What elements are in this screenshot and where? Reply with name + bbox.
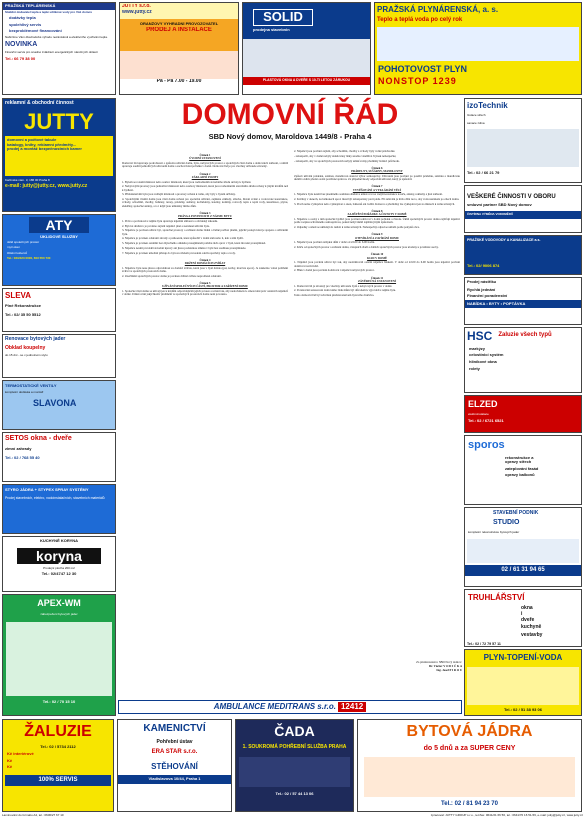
ad-line: ATY <box>29 217 89 233</box>
article-paragraph: 1. Společné části domu se užívají jen k účelům odpovídajícím jejich povaze a určení tak, aby nedocházelo k omezování práv ostatních nájemců v domě. Umisťování jakýchkoliv předmětů ve společných prostorách domu není povoleno. <box>122 289 288 297</box>
article-title: UŽÍVÁNÍ SPOLEČNÝCH ČÁSTÍ, PROSTOR A ZAŘÍZENÍ DOMU <box>162 284 248 289</box>
article-number: Článek 8 <box>371 209 383 213</box>
ad-line: PLYN-TOPENÍ-VODA <box>483 653 563 662</box>
ad-line: Tel.: 02 / 66 21 79 <box>467 170 500 176</box>
article-number: Článek 11 <box>370 275 384 280</box>
ad-line: do 15 dní - se v jednotném stylu <box>5 352 48 357</box>
ad-pvk[interactable] <box>464 235 582 275</box>
ad-line: Tel.: 02 / 81 94 23 70 <box>441 801 498 808</box>
article-title: KLID V DOMĚ <box>367 255 387 260</box>
article-paragraph: 5. Nájemce je povinen oznámit bez zbytečného odkladu pronajímateli potřebu těch oprav v bytě, které má nést pronajímatel. <box>122 241 266 245</box>
ad-solid[interactable] <box>242 2 371 95</box>
footer <box>2 814 583 822</box>
ad-line: zabezpečení bytových jader <box>40 612 78 617</box>
page-title: DOMOVNÍ ŘÁD <box>181 98 399 131</box>
article-paragraph: - zabezpečit, aby ve společných prostorách nebyly umisťovány předměty bránící průchodu. <box>294 158 400 163</box>
ad-line: JUTTY <box>24 108 94 134</box>
ad-line: markýzy <box>469 345 486 351</box>
ad-styro[interactable] <box>2 484 116 534</box>
ad-line: 02 / 61 31 94 65 <box>465 565 581 576</box>
ad-line: e-mail: jutty@jutty.cz, www.jutty.cz <box>5 183 88 190</box>
article-title: ZÁKLADNÍ POJMY <box>191 174 219 179</box>
article-title: DRŽENÍ DOMÁCÍCH ZVÍŘAT <box>184 261 226 265</box>
article-number: Článek 7 <box>371 184 383 189</box>
ad-line: koryna <box>17 548 101 564</box>
article-paragraph: 1. Nájemce a osoby s ním společně bydlící jsou povinni udržovat v domě pořádek a čistotu. Úklid společných prostor domu zajišťují nájemci podle rozpisu schváleného samosprávou, pokud nebyl úklid zajištěn jiným způsobem. <box>294 217 460 225</box>
ad-line: PLASTOVÁ OKNA A DVEŘE S 10-TI LETOU ZÁRUKOU <box>243 77 370 85</box>
ad-line: domovní a počtové tabule <box>7 138 57 143</box>
ad-line: Plné Rekonstrukce <box>5 303 42 309</box>
article-title: ÚVODNÍ USTANOVENÍ <box>189 156 221 161</box>
ad-line: Kč <box>7 757 13 763</box>
ad-plyn-topeni[interactable] <box>464 649 582 716</box>
ad-line: STĚHOVÁNÍ <box>151 762 198 772</box>
article-paragraph: 2. Odpadky a smetí se ukládají do nádob k tomu určených. Nebezpečný odpad se ukládá podle pokynů obce. <box>294 225 420 229</box>
ad-jutty[interactable] <box>2 98 116 212</box>
ad-line: celostínicí systém <box>469 352 504 358</box>
ad-line: Karlínské nám. 3, 186 00 Praha 8 <box>5 178 50 183</box>
ad-truhlarstvi[interactable] <box>464 589 582 647</box>
ad-line: ERA STAR s.r.o. <box>151 749 198 756</box>
article-number: Článek 4 <box>199 257 211 262</box>
ad-line: STUDIO <box>493 518 520 526</box>
article-title: OTEVÍRÁNÍ A ZAVÍRÁNÍ DOMU <box>354 235 400 240</box>
ad-termostaticke[interactable] <box>2 380 116 430</box>
article-number: Článek 5 <box>199 281 211 285</box>
ad-line: Tel.: 02/2423 0000, 603 550 730 <box>7 256 51 260</box>
ad-line: ŽALUZIE <box>24 723 92 740</box>
article-paragraph: 2. Porušování ustanovení domovního řádu může být důvodem k výpovědi z nájmu bytu. <box>294 288 396 293</box>
article-number: Článek 1 <box>199 153 211 157</box>
article-paragraph: 6. Nájemce nesmí provádět stavební úpravy ani jinou podstatnou změnu v bytě bez souhlasu pronajímatele. <box>122 245 247 250</box>
ad-line: Tel.: 02 / 70 15 10 <box>42 698 76 704</box>
article-paragraph: 3. Prach nelze vytřepávat nebo vyklepávat z oken, balkonů ani lodžií. Koberce a předložky lze vyklepávat jen na místech k tomu určených. <box>294 201 455 206</box>
ad-line: Tel.: 66 79 38 00 <box>5 55 36 61</box>
page-subtitle: SBD Nový domov, Maroldova 1449/8 - Praha 4 <box>208 132 372 141</box>
ad-line: prodej a montáž bezpečnostních kamer <box>7 147 82 152</box>
article-paragraph: 1. Nájemci jsou povinni užívat byt tak, aby neobtěžovali ostatní nájemce hlukem. V době od 22.00 do 6.00 hodin jsou nájemci povinni dodržovat noční klid. <box>294 260 460 268</box>
article-paragraph: 2. Nebytovými prostory jsou jednotlivé místnosti nebo soubory místností, které jsou rozhodnutím stavebního úřadu určeny k jiným účelům než k bydlení. <box>122 184 288 192</box>
ad-line: hliníkové okna <box>469 358 497 364</box>
ad-line: PRAŽSKÁ PLYNÁRENSKÁ, a. s. <box>377 5 499 14</box>
article-paragraph: Domovní řád upravuje podrobnosti o způsobu užívání domu, bytu, nebytových prostor a společných částí domu a domovních zařízení, s nimiž upravuje soužití jednotlivých uživatelů domu a zachovávání pořádku v domě. Domovní řád je pro všechny uživatele závazný. <box>122 161 288 169</box>
ad-line: APEX-WM <box>37 598 81 608</box>
footer-left: Laminování do formátu A4, tel.: 0606/27 67 10 <box>2 813 64 817</box>
article-title: ZAJIŠTĚNÍ POŘÁDKU A ČISTOTY V DOMĚ <box>347 212 407 217</box>
article-title: ZÁVĚREČNÁ USTANOVENÍ <box>357 278 397 283</box>
ad-line: Teplo a teplá voda po celý rok <box>377 17 463 24</box>
article-paragraph: 1. Práva a povinnosti z nájmu bytu upravuje nájemní smlouva a občanský zákoník. <box>122 218 218 223</box>
ad-line: KUCHYNĚ KORYNA <box>39 538 79 543</box>
article-paragraph: 2. Květiny v oknech, na balkonech apod. musí být zabezpečeny proti pádu. Při zalévání je třeba dbát na to, aby voda nestékala po zdech domu. <box>294 197 460 201</box>
ad-line: kuchyně <box>521 624 542 631</box>
ad-sleva[interactable] <box>2 288 116 332</box>
article-paragraph: 7. Nájemce je povinen umožnit přístup do bytu za účelem provedení odečtu spotřeby tepla a vody. <box>122 250 236 255</box>
article-number: Článek 3 <box>199 210 211 215</box>
ad-line: 1. SOUKROMÁ POHŘEBNÍ SLUŽBA PRAHA <box>242 744 347 751</box>
ad-line: Obklad koupelny <box>5 344 46 351</box>
article-paragraph: 2. Bytové družstvo je povinno zajistit nájemci plné a nerušené užívání bytu. <box>122 223 210 228</box>
ad-renovace[interactable] <box>2 334 116 378</box>
ambulance-banner[interactable] <box>118 700 462 714</box>
ad-line: Tel.: 02 / 768 55 40 <box>5 454 40 460</box>
article-paragraph: 2. Klíče od společných prostor a zařízení domu, vstupních dveří a dalších společných prostor jsou uloženy u pověřené osoby. <box>294 245 439 249</box>
body-column-left <box>122 150 288 710</box>
signature-line: Za představenstvo SBD Nový domov: <box>416 660 462 664</box>
ad-line: kompletní dodávka a montáž <box>5 389 44 394</box>
ad-line: dodávky tepla <box>9 15 36 21</box>
ad-elzed[interactable] <box>464 395 582 433</box>
ad-line: Nabízíme Vám dlouhodobé výhodu nezávislosti a efektivního využívání tepla. <box>5 34 108 39</box>
ad-line: Finanční servis pro snadné zvládnutí energetických náročných oblastí <box>5 50 98 55</box>
ad-nabidka[interactable] <box>464 277 582 325</box>
ad-line: bezproblémové financování <box>9 28 62 34</box>
ad-line: STAVEBNÍ PODNIK <box>493 510 539 516</box>
ad-line: PRODEJ A INSTALACE <box>146 26 212 33</box>
ad-sporos[interactable] <box>464 435 582 505</box>
ad-line: PRAŽSKÁ TEPLÁRENSKÁ <box>3 3 115 10</box>
ad-line: Tel.: 02 / 57 44 13 06 <box>275 790 314 796</box>
ad-line: VEŠKERÉ ČINNOSTI V OBORU <box>467 194 556 200</box>
article-paragraph: 1. Bytem se rozumí místnost nebo soubor místností, které jsou rozhodnutím stavebního úřadu určeny k bydlení. <box>122 179 252 184</box>
ad-line: Prodejní plocha 200 m2 <box>43 565 75 570</box>
ad-line: Tel.: 02/ 35 50 5512 <box>5 311 41 317</box>
ad-line: TERMOSTATICKÉ VENTILY <box>5 383 57 388</box>
ad-zaluzie[interactable] <box>2 719 114 812</box>
ad-line: do 5 dnů a za SUPER CENY <box>423 745 516 753</box>
ad-line: Tel.: 02/ 9006 874 <box>467 263 500 269</box>
ad-line: okna i dveře <box>521 605 535 623</box>
ad-line: sporos <box>468 439 505 451</box>
ad-line: smluvní partner SBD Nový domov <box>467 201 532 207</box>
ad-line: vestavby <box>521 632 543 639</box>
ad-bytova-jadra[interactable] <box>357 719 582 812</box>
article-number: Článek 2 <box>199 171 211 176</box>
ad-line: Stabilní dodavatel tepla a teplé užitkové vody pro Váš domov <box>5 9 93 14</box>
body-column-right <box>294 150 460 656</box>
ad-line: Rychlá jednání <box>467 286 496 292</box>
ad-line: HSC <box>467 329 493 343</box>
ad-line: spolehlivý servis <box>9 21 42 27</box>
article-title: PRÁDELNY, SUŠÁRNY, MANDLOVNY <box>351 169 403 173</box>
ad-line: ČISTÍRNA VÝMĚNA VODOMĚRŮ <box>465 211 581 218</box>
ad-line: Vladislavova 10/44, Praha 1 <box>118 775 231 784</box>
article-title: VYVĚŠOVÁNÍ A VYKLÁDÁNÍ VĚCÍ <box>352 187 402 192</box>
ad-line: sanace zdiva <box>467 120 485 125</box>
ad-line: SLEVA <box>5 291 32 300</box>
ad-line: SLAVONA <box>33 398 77 409</box>
ad-apex[interactable] <box>2 594 116 716</box>
ad-line: Zaluzie všech typů <box>498 332 552 338</box>
ad-line: mytí oken <box>7 245 21 250</box>
ad-line: NONSTOP 1239 <box>378 76 457 87</box>
ad-pts[interactable] <box>2 2 116 95</box>
ad-line: opravy balkonů <box>505 472 535 478</box>
ad-line: katalogy, knihy, reklamní předměty... <box>7 142 77 147</box>
ad-line: Pohřební ústav <box>156 738 193 745</box>
ad-line: rolety <box>469 365 480 371</box>
article-number: Článek 6 <box>371 165 383 170</box>
article-paragraph: 1. Nájemci jsou povinni zamykat dům v době od 22.00 do 6.00 hodin. <box>294 240 375 245</box>
ad-line: Finanční poradenství <box>467 293 508 299</box>
ad-aty[interactable] <box>2 214 116 286</box>
ad-izotechnik[interactable] <box>464 98 582 183</box>
article-paragraph: 1. Nájemce bytu nese plnou odpovědnost za domácí zvířata, která jsou v bytě držena (psi, kočky, morčata apod.). Je zakázáno volné pobíhání zvířat ve společných prostorách domu. <box>122 265 288 273</box>
ad-line: Prodej stavebních, elektro, vodoinstalačních, stavebních materiálů <box>5 495 105 500</box>
ad-studio[interactable] <box>464 507 582 587</box>
ad-line: SETOS okna - dveře <box>5 435 72 442</box>
ad-line: BYTOVÁ JÁDRA <box>406 723 533 740</box>
article-paragraph: 2. Hluk v domě jsou povinni dodržovat i nájemci nebytových prostor. <box>294 268 375 273</box>
ad-line: ČADA <box>274 723 315 739</box>
article-paragraph: 4. Nájemce je povinen odstranit závady a poškození, které způsobil v domě sám nebo ti, kdo s ním bydlí. <box>122 236 244 241</box>
ad-hsc[interactable] <box>464 327 582 393</box>
ad-line: zateplování fasád <box>505 465 539 471</box>
ad-line: zimní zahrady <box>5 446 32 452</box>
ad-line: SOLID <box>253 9 313 26</box>
article-paragraph: - zabezpečit, aby v domě nebyly skladovány látky snadno vznětlivé či jinak nebezpečné, <box>294 153 397 158</box>
ad-line: Prodej nástřiku <box>467 279 497 284</box>
ad-line: elektroinstalace <box>468 412 489 417</box>
ad-kamenictvi[interactable] <box>117 719 232 812</box>
ad-line: ÚKLIDOVÉ SLUŽBY <box>40 235 78 240</box>
ad-line: reklamní & obchodní činnost <box>5 100 74 106</box>
article-number: Článek 10 <box>370 252 384 257</box>
ad-line: prodejna stavebnin <box>253 27 290 32</box>
article-paragraph: 2. Nájemci jsou povinni zajistit, aby schodiště, chodby a vchody byly volně průchodné. <box>294 150 396 153</box>
ad-line: izoTechnik <box>467 101 508 110</box>
ad-line: Tel.: 02 / 72 79 57 11 <box>467 641 501 646</box>
ad-line: úklid společných prostor <box>7 239 40 244</box>
article-paragraph: 2. Znečištění společných prostor domu je povinen držitel zvířete neprodleně odstranit. <box>122 273 222 278</box>
ad-veskere[interactable] <box>464 185 582 233</box>
article-paragraph: 1. Nájemce bytu nesmí bez písemného souhlasu družstva umísťovat na vnější konstrukce nosiče, antény, reklamy a jiná zařízení. <box>294 192 443 197</box>
ad-jutty-window[interactable] <box>119 2 239 95</box>
ad-cada[interactable] <box>235 719 354 812</box>
ad-line: kompletní rekonstrukce bytových jader <box>468 529 520 534</box>
ad-line: PRAŽSKÉ VODOVODY A KANALIZACE a.s. <box>467 238 541 242</box>
signature-line: Dr. Václav V O D I Č K A <box>429 664 462 669</box>
ad-line: Renovace bytových jader <box>5 336 66 342</box>
signature-block <box>380 660 462 673</box>
ad-line: POHOTOVOST PLYN <box>378 64 468 75</box>
signature-line: Ing. Josef P I R O U <box>436 668 462 673</box>
ad-line: ORANŽOVÝ VÝHRADNÍ PROVOZOVATEL <box>139 22 219 26</box>
article-paragraph: 4. Společnými částmi domu jsou části domu určené pro společné užívání, zejména základy, střecha, hlavní svislé a vodorovné konstrukce, vchody, schodiště, chodby, balkóny, terasy, prádelny, sušárny, kočárkárny, kotelny, komíny, rozvody tepla a teplé vody, kanalizace, plynu, elektřiny, společné antény, a to i když jsou umístěny mimo dům. <box>122 197 288 208</box>
ad-line: Tel.: 02 / 6721 6521 <box>468 417 504 423</box>
article-number: Článek 9 <box>371 232 383 237</box>
footer-right: zpracoval: JUTTY GROUP s.r.o., tel./fax: 0641/21 66 56, tel.: 0641/70 16 51-56, e-mail: jutty@jutty.cz, www.jutty.cz <box>430 813 583 817</box>
ad-koryna[interactable] <box>2 536 116 592</box>
ad-plynarenska[interactable] <box>374 2 582 95</box>
article-paragraph: Způsob užívání prádelen, sušáren, mandloven stanoví výbor samosprávy. Uživatelé jsou povinni po použití prádelnu, sušárnu a mandlovnu uklidit a klíče předat osobě pověřené správou. Za případné škody odpovídá uživatel, který je způsobil. <box>294 173 460 181</box>
article-paragraph: 3. Nájemce je povinen užívat byt, společné prostory a zařízení domu řádně a řádně požívat plnění, jejichž poskytování je spojeno s užíváním bytu. <box>122 228 288 236</box>
ad-line: Tel.: 02 / 5734 2112 <box>40 744 76 750</box>
ad-line: čištění koberců <box>7 250 28 255</box>
article-title: PRÁVA A POVINNOSTI Z NÁJMU BYTU <box>178 214 232 218</box>
article-paragraph: Tento domovní řád byl schválen představenstvem bytového družstva. <box>294 293 375 297</box>
ad-line: 100% SERVIS <box>5 775 111 786</box>
banner-phone: 12412 <box>338 702 366 711</box>
ad-line: Kč <box>7 764 13 770</box>
ad-setos[interactable] <box>2 432 116 482</box>
ad-line: Kč interiérové <box>7 750 34 756</box>
ad-line: STYRO JÁDRA + STYPEX SPRAY SYSTÉMY <box>5 487 89 492</box>
article-paragraph: 3. Příslušenstvím bytu jsou vedlejší místnosti a prostory určené k tomu, aby byly s bytem užívány. <box>122 192 236 197</box>
article-paragraph: 1. Domovní řád je závazný pro všechny uživatele bytů a nebytových prostor v domě. <box>294 283 393 288</box>
ad-line: Pá - Pá 7.00 - 19.00 <box>156 79 202 84</box>
ad-line: NOVINKA <box>5 41 38 49</box>
ad-line: Izolace střech <box>467 113 486 118</box>
banner-text: AMBULANCE MEDITRANS s.r.o. <box>213 702 336 712</box>
ad-line: Tel.: 02 / 51 38 93 06 <box>504 707 542 713</box>
ad-line: Tel.: 02/4747 12 30 <box>41 571 77 577</box>
page-header <box>118 98 462 142</box>
ad-line: rekonstrukce a opravy střech <box>505 454 534 465</box>
ad-line: NABÍDKA • BYTY • POPTÁVKA <box>465 300 581 309</box>
ad-line: ELZED <box>468 399 498 409</box>
ad-line: www.jutty.cz <box>122 9 152 15</box>
ad-line: KAMENICTVÍ <box>143 723 206 734</box>
ad-line: JUTTY s.r.o. <box>122 4 151 9</box>
ad-line: TRUHLÁŘSTVÍ <box>468 593 525 602</box>
